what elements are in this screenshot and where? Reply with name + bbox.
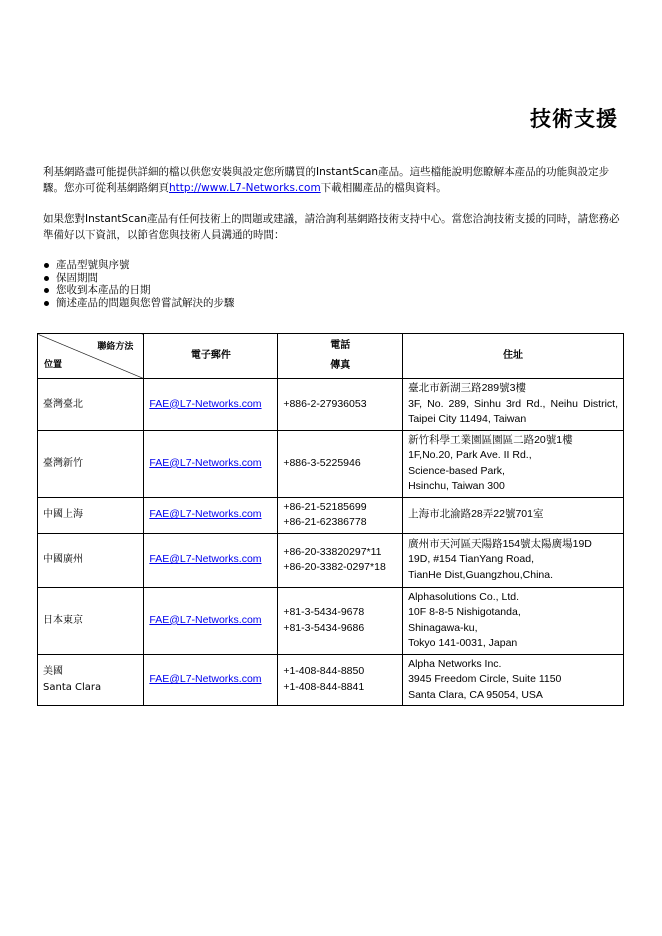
address-line: 3F, No. 289, Sinhu 3rd Rd., Neihu District, Taipei City 11494, Taiwan [408, 397, 618, 425]
table-header-row [38, 334, 624, 379]
email-header: 電子郵件 [144, 334, 278, 379]
table-row [38, 430, 624, 497]
table-row [38, 587, 624, 654]
checklist-item: 簡述產品的問題與您曾嘗試解決的步驟 [43, 297, 235, 310]
address-line: 1F,No.20, Park Ave. II Rd., [408, 449, 532, 461]
email-link[interactable]: FAE@L7-Networks.com [149, 508, 262, 521]
phone-number: +86-20-33820297*11 [283, 545, 382, 558]
intro-text-2: 下載相關產品的檔與資料。 [320, 182, 447, 194]
location-header: 位置 [44, 359, 63, 370]
method-header: 聯絡方法 [97, 342, 134, 352]
location-line: 中國上海 [43, 509, 83, 521]
checklist-item: 產品型號與序號 [43, 259, 235, 272]
table-body [38, 379, 624, 706]
address-line: Shinagawa-ku, [408, 621, 478, 634]
phone-number: +886-2-27936053 [283, 397, 367, 410]
checklist-item: 保固期間 [43, 272, 235, 285]
table-row [38, 533, 624, 587]
phone-number: +886-3-5225946 [283, 456, 361, 469]
phone-fax-header [278, 334, 403, 379]
phone-cell [278, 587, 403, 654]
phone-cell [278, 379, 403, 431]
address-line: TianHe Dist,Guangzhou,China. [408, 568, 554, 581]
page-title: 技術支援 [530, 107, 618, 131]
phone-cell [278, 533, 403, 587]
email-link[interactable]: FAE@L7-Networks.com [149, 553, 262, 566]
diagonal-header-cell [38, 334, 144, 379]
email-link[interactable]: FAE@L7-Networks.com [149, 673, 262, 685]
location-cell [38, 654, 144, 706]
location-cell [38, 379, 144, 431]
location-cell [38, 497, 144, 533]
support-contacts-table [37, 333, 624, 706]
phone-cell [278, 430, 403, 497]
location-line: 日本東京 [43, 614, 83, 626]
email-cell [144, 430, 278, 497]
address-line: 臺北市新湖三路289號3樓 [408, 382, 526, 394]
phone-cell [278, 654, 403, 706]
email-cell [144, 587, 278, 654]
address-line: 廣州市天河區天陽路154號太陽廣場19D [408, 537, 592, 550]
address-line: 3945 Freedom Circle, Suite 1150 [408, 673, 562, 685]
intro-text-1: 利基網路盡可能提供詳細的檔以供您安裝與設定您所購買的InstantScan產品。這些檔能說明您瞭解本產品的功能與設定步驟。您亦可從利基網路網頁 [43, 166, 610, 194]
checklist-item: 您收到本產品的日期 [43, 284, 235, 297]
email-link[interactable]: FAE@L7-Networks.com [149, 456, 262, 469]
location-line: Santa Clara [43, 681, 102, 693]
email-link[interactable]: FAE@L7-Networks.com [149, 613, 262, 626]
location-line: 美國 [43, 666, 63, 678]
location-line: 臺灣新竹 [43, 457, 83, 469]
location-cell [38, 533, 144, 587]
email-cell [144, 654, 278, 706]
address-line: Alpha Networks Inc. [408, 657, 502, 670]
table-row [38, 497, 624, 533]
address-line: Tokyo 141-0031, Japan [408, 637, 518, 649]
table-row [38, 654, 624, 706]
intro-paragraph [43, 164, 621, 196]
location-cell [38, 430, 144, 497]
address-cell [403, 430, 624, 497]
contact-note-paragraph: 如果您對InstantScan產品有任何技術上的問題或建議，請洽詢利基網路技術支持中心。當您洽詢技術支援的同時，請您務必準備好以下資訊，以節省您與技術人員溝通的時間： [43, 213, 620, 241]
email-cell [144, 533, 278, 587]
phone-number: +81-3-5434-9686 [283, 621, 365, 634]
address-line: Science-based Park, [408, 464, 505, 477]
address-line: Alphasolutions Co., Ltd. [408, 590, 519, 603]
location-line: 中國廣州 [43, 554, 83, 566]
phone-number: +86-21-52185699 [283, 500, 367, 513]
address-cell [403, 497, 624, 533]
phone-number: +1-408-844-8841 [283, 680, 365, 693]
phone-number: +86-21-62386778 [283, 516, 367, 528]
phone-number: +86-20-3382-0297*18 [283, 561, 386, 573]
email-cell [144, 497, 278, 533]
address-line: 新竹科學工業園區園區二路20號1樓 [408, 433, 573, 446]
email-cell [144, 379, 278, 431]
address-line: Santa Clara, CA 95054, USA [408, 688, 543, 701]
address-header: 住址 [403, 334, 624, 379]
address-cell [403, 533, 624, 587]
phone-cell [278, 497, 403, 533]
table-row [38, 379, 624, 431]
phone-number: +81-3-5434-9678 [283, 606, 365, 618]
phone-header: 電話 [330, 340, 351, 351]
address-line: Hsinchu, Taiwan 300 [408, 480, 505, 492]
address-line: 上海市北渝路28弄22號701室 [408, 508, 544, 521]
address-cell [403, 587, 624, 654]
phone-number: +1-408-844-8850 [283, 665, 365, 678]
address-line: 10F 8-8-5 Nishigotanda, [408, 606, 521, 618]
address-line: 19D, #154 TianYang Road, [408, 553, 534, 566]
address-cell [403, 379, 624, 431]
fax-header: 傳真 [330, 360, 351, 371]
location-cell [38, 587, 144, 654]
location-line: 臺灣臺北 [43, 398, 83, 410]
address-cell [403, 654, 624, 706]
website-link[interactable]: http://www.L7-Networks.com [169, 182, 321, 194]
email-link[interactable]: FAE@L7-Networks.com [149, 397, 262, 410]
checklist [43, 259, 235, 309]
